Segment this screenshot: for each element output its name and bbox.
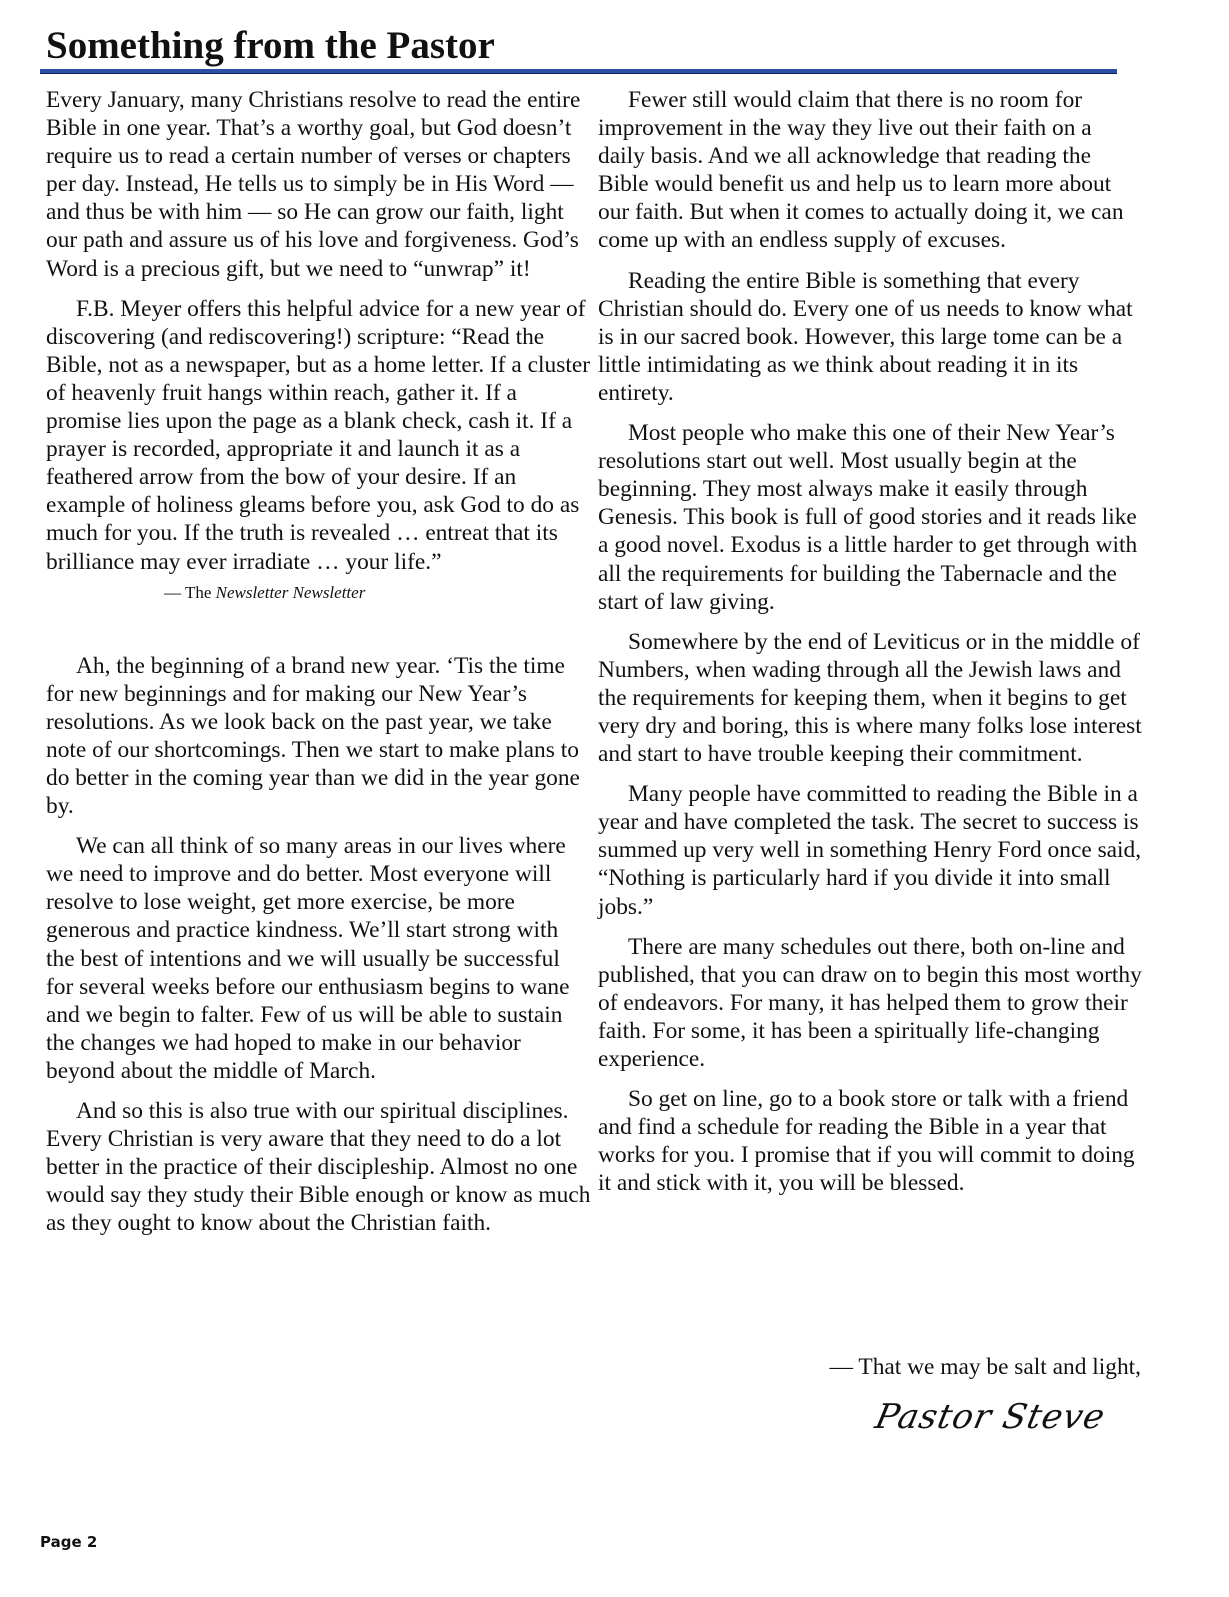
signature: Pastor Steve: [871, 1397, 1109, 1437]
paragraph: Reading the entire Bible is something that every Christian should do. Every one of us needs to know what is in our sacred book. However, this large tome can be a little intimidating as we think about reading it in its entirety.: [598, 267, 1133, 406]
paragraph: Fewer still would claim that there is no room for improvement in the way they live out their faith on a daily basis. And we all acknowledge that reading the Bible would benefit us and help us to learn more about our faith. But when it comes to actually doing it, we can come up with an endless supply of excuses.: [598, 87, 1124, 254]
paragraph: We can all think of so many areas in our lives where we need to improve and do better. Most everyone will resolve to lose weight, get more exercise, be more generous and practice kindness. We’ll start strong with the best of intentions and we will usually be successful for several weeks before our enthusiasm begins to wane and we begin to falter. Few of us will be able to sustain the changes we had hoped to make in our behavior beyond about the middle of March.: [46, 833, 570, 1084]
right-column: [598, 86, 1143, 1209]
attribution-prefix: — The: [164, 582, 212, 602]
paragraph: There are many schedules out there, both on-line and published, that you can draw on to begin this most worthy of endeavors. For many, it has helped them to grow their faith. For some, it has been a spiritually life-changing experience.: [598, 933, 1142, 1072]
paragraph: Many people have committed to reading the Bible in a year and have completed the task. The secret to success is summed up very well in something Henry Ford once said, “Nothing is particularly hard if you divide it into small jobs.”: [598, 781, 1142, 920]
closing-line: — That we may be salt and light,: [829, 1354, 1141, 1380]
title-rule: [40, 69, 1117, 74]
page-title: Something from the Pastor: [46, 24, 495, 67]
paragraph: Every January, many Christians resolve to read the entire Bible in one year. That’s a worthy goal, but God doesn’t require us to read a certain number of verses or chapters per day. Instead, He tells us to simply be in His Word — and thus be with him — so He can grow our faith, light our path and assure us of his love and forgiveness. God’s Word is a precious gift, but we need to “unwrap” it!: [46, 87, 581, 282]
paragraph: Somewhere by the end of Leviticus or in the middle of Numbers, when wading through all the Jewish laws and the requirements for keeping them, when it begins to get very dry and boring, this is where many folks lose interest and start to have trouble keeping their commitment.: [598, 628, 1142, 768]
page-number: Page 2: [40, 1533, 98, 1551]
paragraph: Ah, the beginning of a brand new year. ‘Tis the time for new beginnings and for making our New Year’s resolutions. As we look back on the past year, we take note of our shortcomings. Then we start to make plans to do better in the coming year than we did in the year gone by.: [46, 652, 580, 820]
left-column: [46, 86, 592, 1249]
paragraph: Most people who make this one of their New Year’s resolutions start out well. Most usually begin at the beginning. They most always make it easily through Genesis. This book is full of good stories and it reads like a good novel. Exodus is a little harder to get through with all the requirements for building the Tabernacle and the start of law giving.: [598, 420, 1138, 615]
attribution-source: Newsletter Newsletter: [215, 582, 366, 602]
section-gap: [46, 604, 592, 652]
paragraph: And so this is also true with our spiritual disciplines. Every Christian is very aware that they need to do a lot better in the practice of their discipleship. Almost no one would say they study their Bible enough or know as much as they ought to know about the Christian faith.: [46, 1098, 591, 1237]
paragraph: F.B. Meyer offers this helpful advice for a new year of discovering (and rediscovering!) scripture: “Read the Bible, not as a newspaper, but as a home letter. If a cluster of heavenly fruit hangs within reach, gather it. If a promise lies upon the page as a blank check, cash it. If a prayer is recorded, appropriate it and launch it as a feathered arrow from the bow of your desire. If an example of holiness gleams before you, ask God to do as much for you. If the truth is revealed … entreat that its brilliance may ever irradiate … your life.”: [46, 295, 591, 575]
paragraph: So get on line, go to a book store or talk with a friend and find a schedule for reading the Bible in a year that works for you. I promise that if you will commit to doing it and stick with it, you will be blessed.: [598, 1086, 1135, 1197]
quote-attribution: [164, 582, 592, 604]
